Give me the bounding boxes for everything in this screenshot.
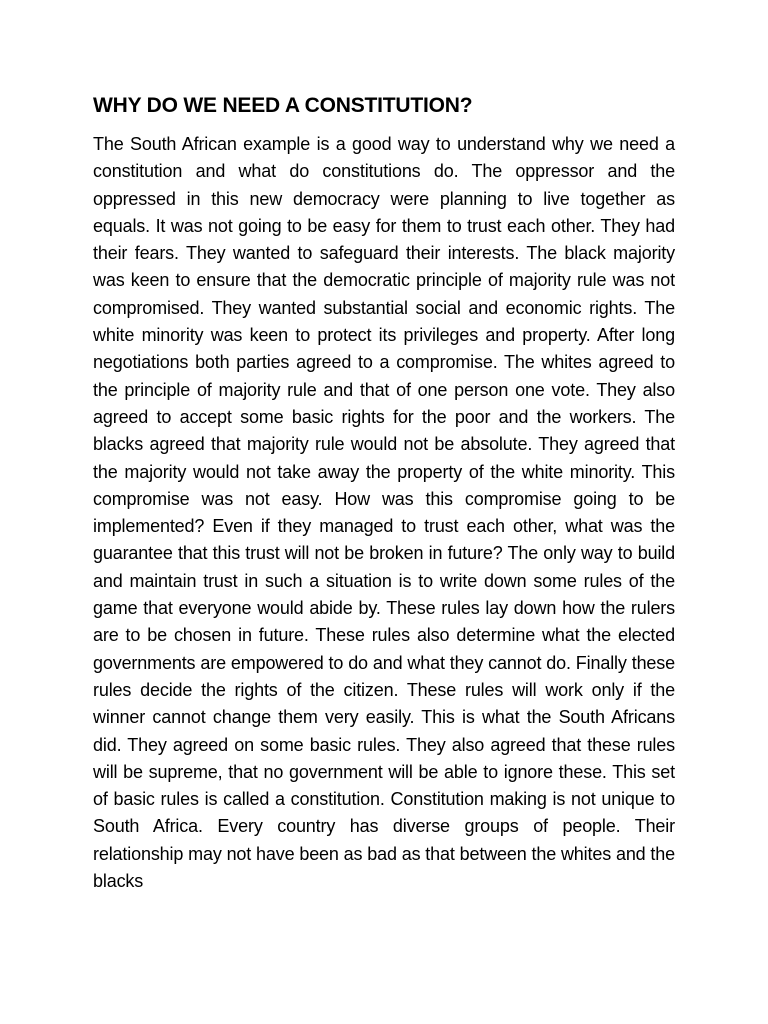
body-paragraph: The South African example is a good way to understand why we need a constitution and what do constitutions do. The oppressor and the oppressed in this new democracy were planning to live together as equals. It was not going to be easy for them to trust each other. They had their fears. They wanted to safeguard their interests. The black majority was keen to ensure that the democratic principle of majority rule was not compromised. They wanted substantial social and economic rights. The white minority was keen to protect its privileges and property. After long negotiations both parties agreed to a compromise. The whites agreed to the principle of majority rule and that of one person one vote. They also agreed to accept some basic rights for the poor and the workers. The blacks agreed that majority rule would not be absolute. They agreed that the majority would not take away the property of the white minority. This compromise was not easy. How was this compromise going to be implemented? Even if they managed to trust each other, what was the guarantee that this trust will not be broken in future? The only way to build and maintain trust in such a situation is to write down some rules of the game that everyone would abide by. These rules lay down how the rulers are to be chosen in future. These rules also determine what the elected governments are empowered to do and what they cannot do. Finally these rules decide the rights of the citizen. These rules will work only if the winner cannot change them very easily. This is what the South Africans did. They agreed on some basic rules. They also agreed that these rules will be supreme, that no government will be able to ignore these. This set of basic rules is called a constitution. Constitution making is not unique to South Africa. Every country has diverse groups of people. Their relationship may not have been as bad as that between the whites and the blacks [93,134,675,892]
page-title: WHY DO WE NEED A CONSTITUTION? [93,94,473,117]
